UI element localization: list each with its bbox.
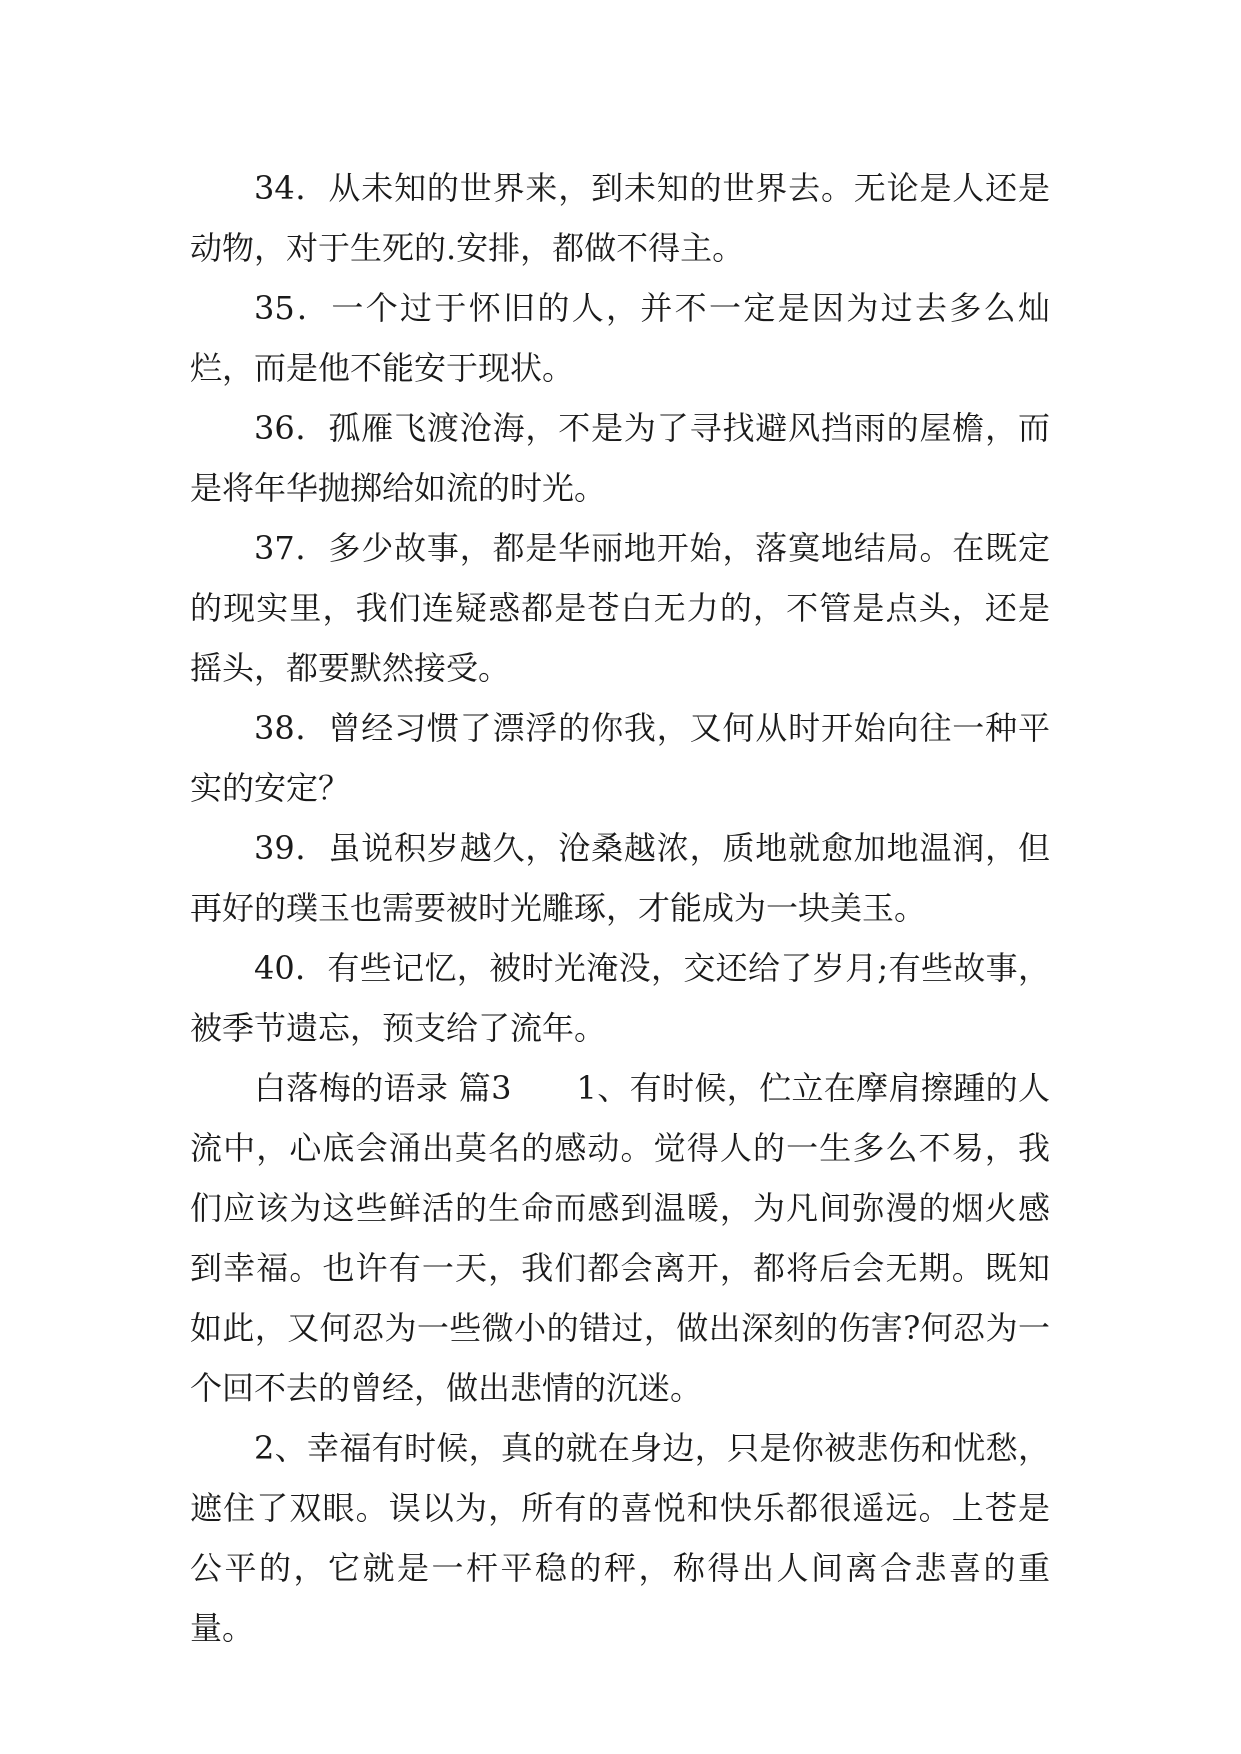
paragraph-36: 36．孤雁飞渡沧海，不是为了寻找避风挡雨的屋檐，而是将年华抛掷给如流的时光。 [190,409,1050,507]
section-3-paragraph-2: 2、幸福有时候，真的就在身边，只是你被悲伤和忧愁，遮住了双眼。误以为，所有的喜悦和快乐都很遥远。上苍是公平的，它就是一杆平稳的秤，称得出人间离合悲喜的重量。 [190,1429,1050,1647]
paragraph-38: 38．曾经习惯了漂浮的你我，又何从时开始向往一种平实的安定？ [190,709,1050,807]
paragraph-34: 34．从未知的世界来，到未知的世界去。无论是人还是动物，对于生死的.安排，都做不得主。 [190,169,1050,267]
document-body [190,158,1050,1658]
paragraph-40: 40．有些记忆，被时光淹没，交还给了岁月;有些故事，被季节遗忘，预支给了流年。 [190,949,1050,1047]
section-3-paragraph-1: 白落梅的语录 篇3 1、有时候，伫立在摩肩擦踵的人流中，心底会涌出莫名的感动。觉得人的一生多么不易，我们应该为这些鲜活的生命而感到温暖，为凡间弥漫的烟火感到幸福。也许有一天，我们都会离开，都将后会无期。既知如此，又何忍为一些微小的错过，做出深刻的伤害?何忍为一个回不去的曾经，做出悲情的沉迷。 [190,1069,1050,1407]
paragraph-39: 39．虽说积岁越久，沧桑越浓，质地就愈加地温润，但再好的璞玉也需要被时光雕琢，才能成为一块美玉。 [190,829,1050,927]
paragraph-37: 37．多少故事，都是华丽地开始，落寞地结局。在既定的现实里，我们连疑惑都是苍白无力的，不管是点头，还是摇头，都要默然接受。 [190,529,1050,687]
paragraph-35: 35．一个过于怀旧的人，并不一定是因为过去多么灿烂，而是他不能安于现状。 [190,289,1050,387]
